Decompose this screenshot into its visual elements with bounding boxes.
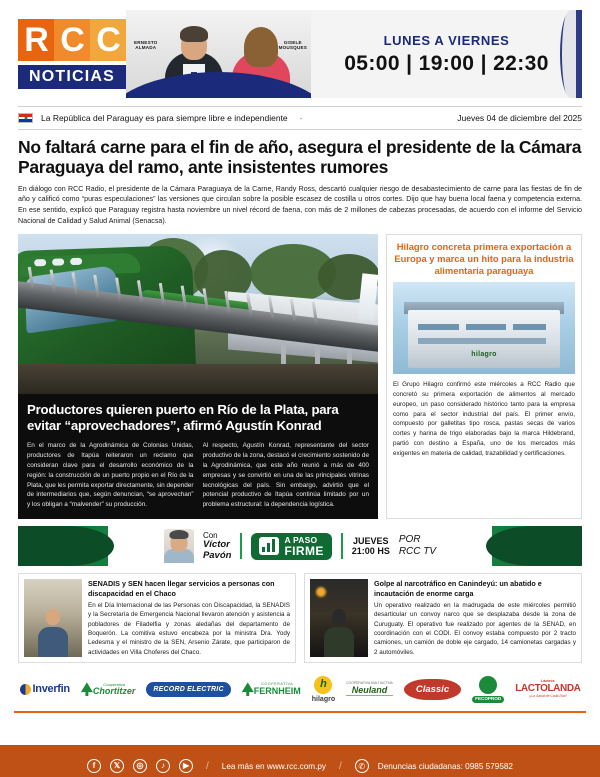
inverfin-mark-icon [20,684,31,695]
sidebar-body: El Grupo Hilagro confirmó este miércoles a RCC Radio que concretó su primera exportación de alimentos al mercado europeo, un paso considerado histórico tanto para la empresa como para el sector industrial del país. El primer envío, compuesto por galletitas tipo rosca, pastas secas de varios cortes y harina de trigo elaboradas bajo la marca Hildebrand, partió con destino a España, uno de los mercados más exigentes en materia de calidad, trazabilidad y certificaciones. [393,381,575,457]
walking-chart-icon [259,537,279,555]
sponsor-lactolanda[interactable]: Lácteos LACTOLANDA ¡¡La Salud de Cada Día!! [515,679,581,698]
tiktok-icon[interactable]: ♪ [156,759,170,773]
x-twitter-icon[interactable]: 𝕏 [110,759,124,773]
footer-separator-2: / [339,760,342,772]
sidebar-headline: Hilagro concreta primera exportación a Europa y marca un hito para la industria alimentaria paraguaya [394,241,574,276]
sponsor-fecoprod[interactable]: FECOPROD [472,674,504,704]
broadcast-schedule [311,10,582,98]
fecoprod-mark-icon [479,676,497,694]
sponsor-classic[interactable]: Classic [404,674,461,704]
edition-date: Jueves 04 de diciembre del 2025 [457,113,582,123]
footer-bar [0,745,600,777]
promo-swoosh-left [18,526,114,566]
paraguay-flag-icon [18,113,33,123]
page-title: No faltará carne para el fin de año, asegura el presidente de la Cámara Paraguaya del ramo, ante insistentes rumores [18,137,582,178]
logo-letter-r: R [18,19,54,61]
news-card-senadis[interactable] [18,573,296,663]
news-thumbnail [24,579,82,657]
sidebar-article[interactable] [386,234,582,519]
sponsor-hilagro[interactable]: h hilagro [312,674,335,704]
lead-paragraph: En diálogo con RCC Radio, el presidente de la Cámara Paraguaya de la Carne, Randy Ross, descartó cualquier riesgo de desabastecimiento de carne para las fiestas de fin de año y calificó como “puras especulaciones” las versiones que circulan sobre la posible escasez de costilla u otros cortes. Dijo que hay buena local faena y competencia externa. En ese sentido, explicó que Paraguay registra hasta noviembre un nivel récord de faena, con más de 2 millones de cabezas procesadas, de acuerdo con el informe del Servicio Nacional de Calidad y Salud Animal (Senacsa). [18,184,582,225]
schedule-days: LUNES A VIERNES [383,32,510,48]
navy-arc-inner [562,10,576,98]
logo-letter-c2: C [90,19,126,61]
footer-separator-1: / [206,760,209,772]
show-day: JUEVES [353,535,389,546]
show-title-line1: A PASO [284,535,318,546]
feature-photo [18,234,378,394]
anchors-photo [126,10,311,98]
show-channel: POR RCC TV [398,533,437,558]
feature-row [18,234,582,519]
website-link[interactable]: Lea más en www.rcc.com.py [221,761,326,771]
whatsapp-icon[interactable]: ✆ [355,759,369,773]
show-logo [251,533,331,560]
promo-swoosh-right [486,526,582,566]
promo-banner[interactable] [18,526,582,566]
sponsor-neuland[interactable]: COOPERATIVA MULTIACTIVA Neuland [346,681,393,695]
rcc-logo[interactable] [18,10,126,98]
news-text: En el Día Internacional de las Personas con Discapacidad, la SENADIS y la Secretaría de Emergencia Nacional llevaron atención y asistencia a pobladores de Filadelfia y zonas aledañas del departamento de Boquerón. La comitiva estuvo encabeza por la ministra Dra. Yody Ledesma y el ministro de la SEN, Arsenio Zárate, que participaron de actividades en Villa Choferes del Chaco. [88,601,290,656]
feature-column-2: Al respecto, Agustín Konrad, representante del sector productivo de la zona, destacó el crecimiento sostenido de la Agrodinámica, que este año reunió a más de 400 empresas y se convirtió en una de las principales vitrinas tecnológicas del país. Sin embargo, advirtió que el potencial productivo de Itapúa continúa limitado por un problema estructural: la dependencia logística. [202,441,369,509]
hilagro-mark-icon: h [314,676,332,694]
instagram-icon[interactable]: ◎ [133,759,147,773]
complaints-line: Denuncias ciudadanas: 0985 579582 [377,761,513,771]
logo-subtitle: NOTICIAS [18,65,126,89]
rcc-logo-letters [18,19,126,61]
logo-letter-c1: C [54,19,90,61]
host-photo [164,529,194,563]
show-title-line2: FIRME [284,543,324,558]
bottom-news-row [18,573,582,663]
news-text: Un operativo realizado en la madrugada de este miércoles permitió desarticular un convoy narco que se desplazaba desde la zona de Curuguaty. El operativo fue realizado por agentes de la SENAD, en coordinación con el CODI. El convoy estaba compuesto por 2 tracto camiones, un camión de doble eje cargado, 14 camionetas cargadas y 2 automóviles. [374,601,576,656]
tree-icon [81,682,93,696]
divider [240,533,242,559]
sponsor-bar [14,671,586,713]
feature-column-1: En el marco de la Agrodinámica de Colonias Unidas, productores de Itapúa reiteraron un reclamo que consideran clave para el desarrollo económico de la región: la construcción de un puerto propio en el Río de la Plata, que les permita exportar directamente, sin depender de intermediarios que, según denuncian, “se aprovechan” y los obligan a “malvender” su producción. [27,441,194,509]
masthead [18,10,582,98]
sponsor-inverfin[interactable]: Inverfin [20,674,70,704]
host-name: Con Víctor Pavón [202,530,232,561]
leaf-icon [242,682,254,696]
sidebar-photo [393,282,575,374]
newspaper-page [0,10,600,777]
sponsor-fernheim[interactable]: COOPERATIVA FERNHEIM [242,674,301,704]
ground [18,364,378,394]
sponsor-record-electric[interactable]: RECORD ELECTRIC [146,674,230,704]
anchor-name-2: GISELE MOUSQUES [278,40,307,51]
anchor-name-1: ERNESTO ALMADA [134,40,158,51]
facebook-icon[interactable]: f [87,759,101,773]
news-thumbnail [310,579,368,657]
national-motto: La República del Paraguay es para siempre libre e independiente [41,113,288,123]
divider-2 [341,533,343,559]
sponsor-chortitzer[interactable]: Cooperativa Chortitzer [81,674,136,704]
news-card-narcotrafico[interactable] [304,573,582,663]
show-schedule [352,536,390,558]
show-time: 21:00 HS [351,546,390,557]
news-title: Golpe al narcotráfico en Canindeyú: un abatido e incautación de enorme carga [374,579,542,598]
feature-headline: Productores quieren puerto en Río de la Plata, para evitar “aprovechadores”, afirmó Agustín Konrad [27,402,339,433]
feature-text-block [18,394,378,519]
date-strip [18,106,582,130]
youtube-icon[interactable]: ▶ [179,759,193,773]
news-title: SENADIS y SEN hacen llegar servicios a personas con discapacidad en el Chaco [88,579,275,598]
feature-columns [27,441,369,510]
sidebar-photo-badge: hilagro [471,351,497,359]
feature-article[interactable] [18,234,378,519]
schedule-times: 05:00 | 19:00 | 22:30 [344,51,549,75]
date-separator: - [299,113,303,123]
